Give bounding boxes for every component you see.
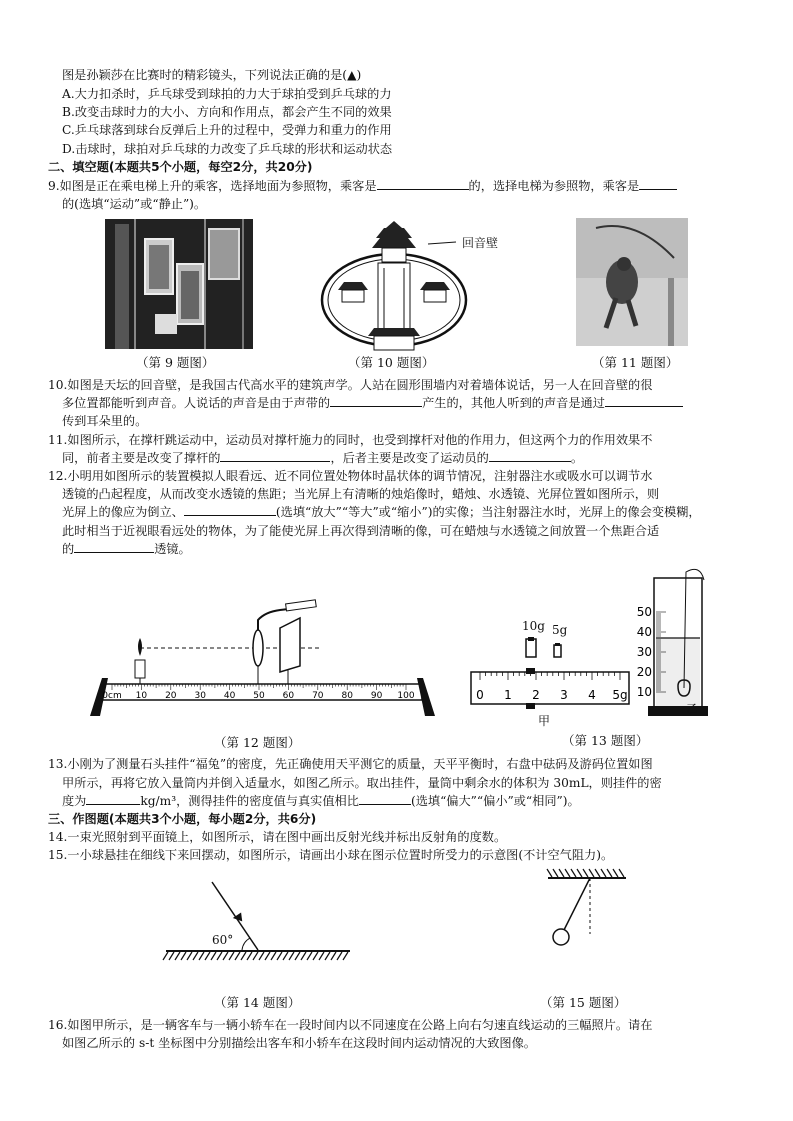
q12-line-1: 12.小明用如图所示的装置模拟人眼看远、近不同位置处物体时晶状体的调节情况，注射器注水或吸水可以调节水 (48, 469, 653, 483)
q8-option-d: D.击球时，球拍对乒乓球的力改变了乒乓球的形状和运动状态 (62, 142, 393, 156)
section-2-heading: 二、填空题(本题共5个小题，每空2分，共20分) (48, 160, 313, 174)
cylinder-tick-label: 40 (636, 625, 652, 639)
q9-line-2: 的(选填“运动”或“静止”)。 (62, 197, 207, 211)
q12-line-3: 光屏上的像应为倒立、 (选填“放大”“等大”或“缩小”)的实像；当注射器注水时，光屏上的像会变模糊， (62, 505, 701, 519)
scale-tick-label: 1 (504, 688, 512, 702)
q10-line-2: 多位置都能听到声音。人说话的声音是由于声带的 产生的，其他人听到的声音是通过 (62, 394, 749, 412)
bench-tick-label: 0cm (102, 691, 122, 701)
q12-blank-2[interactable] (74, 540, 154, 553)
q12-blank-1[interactable] (184, 503, 276, 516)
fig13-graduated-cylinder (636, 568, 710, 720)
fig15-caption: （第 15 题图） (540, 995, 627, 1010)
scale-tick-label: 0 (476, 688, 484, 702)
q13-line-1: 13.小刚为了测量石头挂件“福兔”的密度，先正确使用天平测它的质量，天平平衡时，右盘中砝码及游码位置如图 (48, 757, 653, 771)
q12-line-2: 透镜的凸起程度，从而改变水透镜的焦距；当光屏上有清晰的烛焰像时，蜡烛、水透镜、光屏位置如图所示，则 (62, 487, 660, 501)
fig14-angle-label: 60° (212, 933, 234, 947)
fig11-caption: （第 11 题图） (592, 355, 679, 370)
scale-tick-label: 2 (532, 688, 540, 702)
q15-text: 15.一小球悬挂在细线下来回摆动，如图所示，请画出小球在图示位置时所受力的示意图(不计空气阻力)。 (48, 848, 614, 862)
bench-tick-label: 70 (312, 691, 324, 701)
section-3-heading: 三、作图题(本题共3个小题，每小题2分，共6分) (48, 812, 317, 826)
bench-tick-label: 50 (253, 691, 265, 701)
scale-tick-label: 4 (588, 688, 596, 702)
cylinder-tick-label: 50 (636, 605, 652, 619)
fig13-weight-10g: 10g (522, 619, 545, 633)
q8-option-a: A.大力扣杀时，乒乓球受到球拍的力大于球拍受到乒乓球的力 (62, 87, 392, 101)
q13-line-2: 甲所示，再将它放入量筒内并倒入适量水，如图乙所示。取出挂件，量筒中剩余水的体积为 30mL，则挂件的密 (62, 776, 662, 790)
fig9-caption: （第 9 题图） (136, 355, 215, 370)
bench-tick-label: 80 (341, 691, 353, 701)
fig12-optical-bench (90, 598, 435, 720)
fig13-weight-5g: 5g (552, 623, 568, 637)
bench-tick-label: 20 (165, 691, 177, 701)
bench-tick-label: 60 (282, 691, 295, 701)
fig10-label-echo-wall: 回音壁 (462, 236, 499, 250)
cylinder-tick-label: 20 (636, 665, 652, 679)
bench-tick-label: 40 (223, 691, 236, 701)
bench-tick-label: 100 (397, 691, 415, 701)
q8-stem: 图是孙颖莎在比赛时的精彩镜头，下列说法正确的是(▲) (62, 68, 362, 82)
q14-text: 14.一束光照射到平面镜上，如图所示，请在图中画出反射光线并标出反射角的度数。 (48, 830, 507, 844)
bench-tick-label: 10 (135, 691, 148, 701)
q9-line-1: 9.如图是正在乘电梯上升的乘客，选择地面为参照物，乘客是 的，选择电梯为参照物，乘客是 (48, 177, 749, 195)
fig10-caption: （第 10 题图） (348, 355, 435, 370)
bench-tick-label: 30 (194, 691, 206, 701)
q10-line-1: 10.如图是天坛的回音壁，是我国古代高水平的建筑声学。人站在圆形围墙内对着墙体说话，另一人在回音壁的很 (48, 378, 653, 392)
fig13-caption: （第 13 题图） (562, 733, 649, 748)
fig11-pole-vault-photo (576, 218, 688, 346)
cylinder-tick-label: 30 (636, 645, 652, 659)
fig13-label-jia: 甲 (538, 714, 551, 728)
q11-blank-2[interactable] (489, 449, 571, 462)
fig9-elevator-photo (105, 219, 253, 349)
q8-option-b: B.改变击球时力的大小、方向和作用点，都会产生不同的效果 (62, 105, 392, 119)
fig14-plane-mirror (164, 878, 354, 968)
fig14-caption: （第 14 题图） (214, 995, 301, 1010)
scale-tick-label: 5g (612, 688, 628, 702)
q13-blank-1[interactable] (86, 792, 140, 805)
q9-blank-1[interactable] (377, 177, 469, 190)
q11-blank-1[interactable] (220, 449, 330, 462)
q16-line-1: 16.如图甲所示，是一辆客车与一辆小轿车在一段时间内以不同速度在公路上向右匀速直线运动的三幅照片。请在 (48, 1018, 653, 1032)
fig13-balance-rider-scale (470, 637, 632, 717)
q8-option-c: C.乒乓球落到球台反弹后上升的过程中，受弹力和重力的作用 (62, 123, 392, 137)
cylinder-tick-label: 10 (636, 685, 652, 699)
q13-blank-2[interactable] (359, 792, 411, 805)
q10-blank-1[interactable] (330, 394, 422, 407)
bench-tick-label: 90 (370, 691, 383, 701)
fig12-caption: （第 12 题图） (214, 735, 301, 750)
q12-line-5: 的 透镜。 (62, 542, 191, 556)
q10-blank-2[interactable] (605, 394, 683, 407)
q13-line-3: 度为 kg/m³，测得挂件的密度值与真实值相比 (选填“偏大”“偏小”或“相同”)。 (62, 794, 580, 808)
q10-line-3: 传到耳朵里的。 (62, 414, 148, 428)
q11-line-1: 11.如图所示，在撑杆跳运动中，运动员对撑杆施力的同时，也受到撑杆对他的作用力，但这两个力的作用效果不 (48, 433, 653, 447)
q12-line-4: 此时相当于近视眼看远处的物体，为了能使光屏上再次得到清晰的像，可在蜡烛与水透镜之间放置一个焦距合适 (62, 524, 660, 538)
fig13-label-yi: 乙 (686, 702, 699, 716)
fig15-pendulum (546, 866, 628, 950)
q16-line-2: 如图乙所示的 s-t 坐标图中分别描绘出客车和小轿车在这段时间内运动情况的大致图像。 (62, 1036, 536, 1050)
q11-line-2: 同，前者主要是改变了撑杆的 ，后者主要是改变了运动员的 。 (62, 451, 584, 465)
scale-tick-label: 3 (560, 688, 568, 702)
q9-blank-2[interactable] (639, 177, 677, 190)
